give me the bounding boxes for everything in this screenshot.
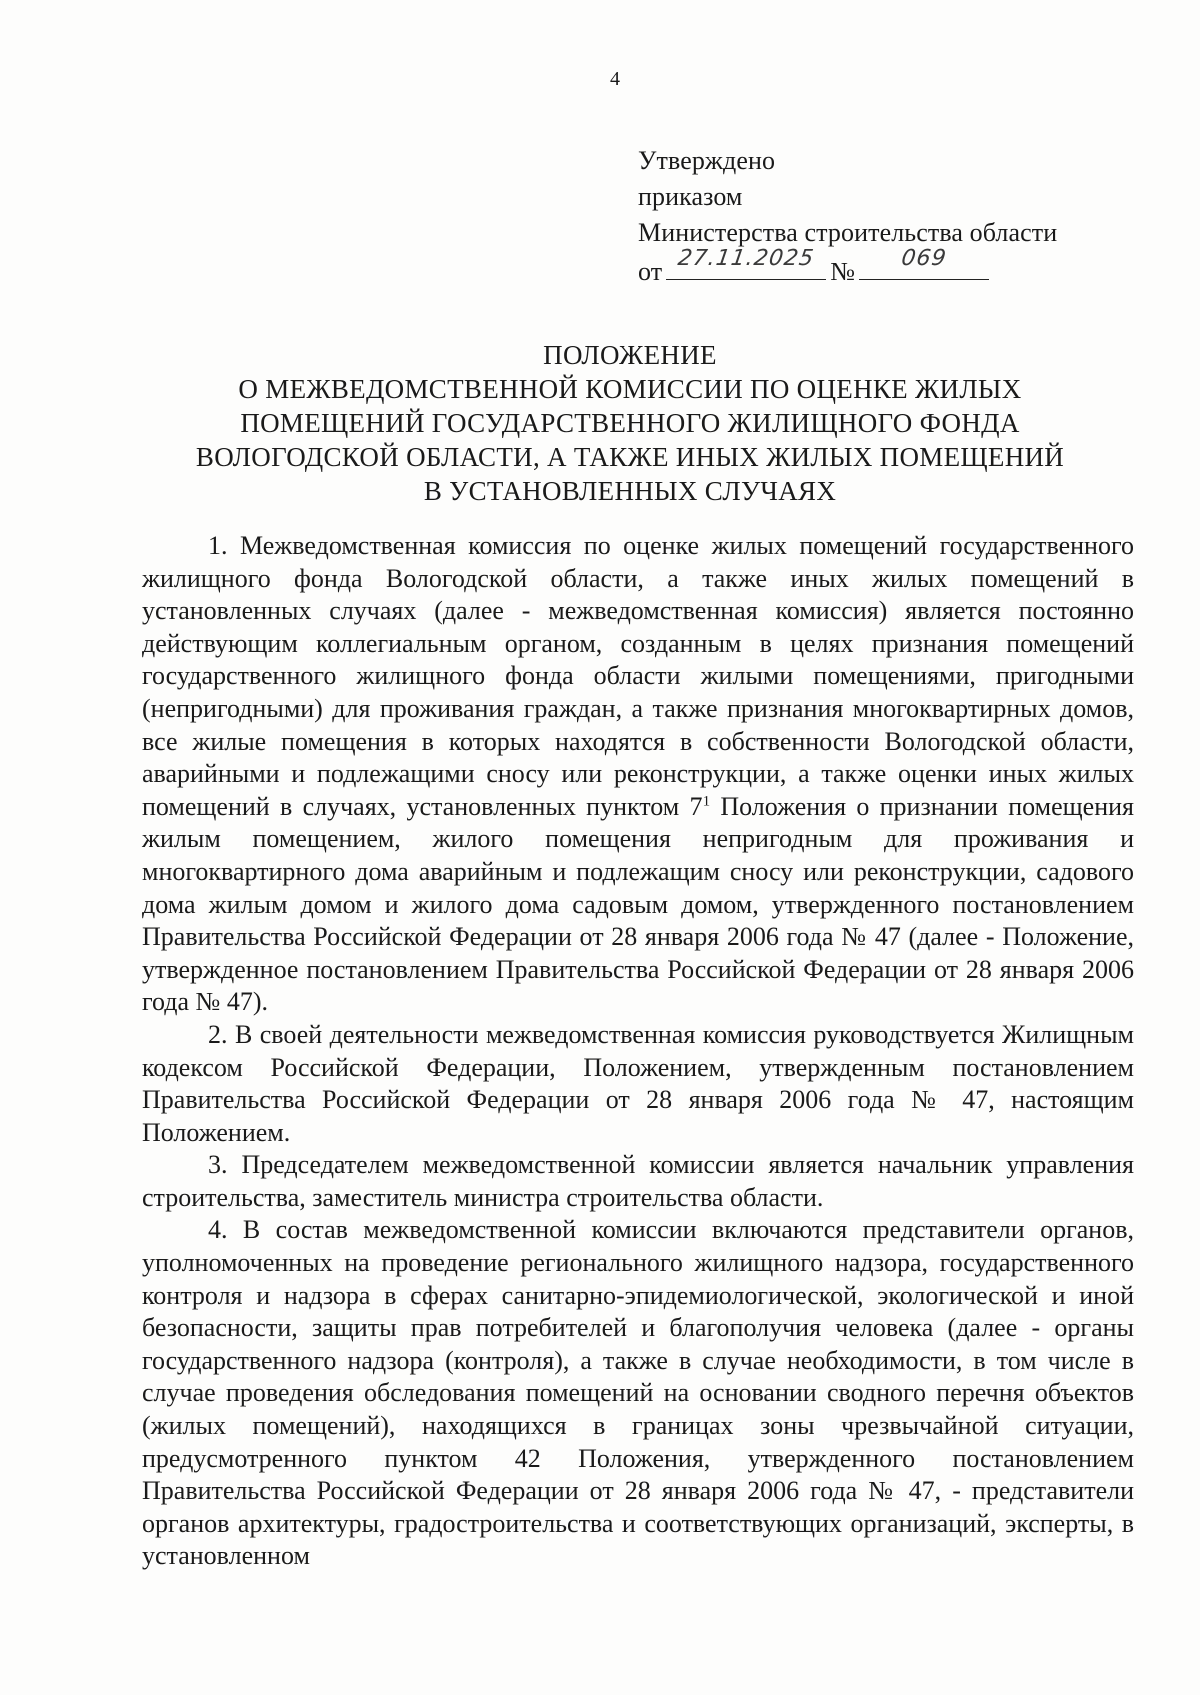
title-line-2: О МЕЖВЕДОМСТВЕННОЙ КОМИССИИ ПО ОЦЕНКЕ ЖИЛЫХ xyxy=(238,374,1022,404)
paragraph-1-part-b: Положения о признании помещения жилым помещением, жилого помещения непригодным для проживания и многоквартирного дома аварийным и подлежащим сносу или реконструкции, садового дома жилым домом и жилого дома садовым домом, утвержденного постановлением Правительства Российской Федерации от 28 января 2006 года № 47 (далее - Положение, утвержденное постановлением Правительства Российской Федерации от 28 января 2006 года № 47). xyxy=(142,791,1134,1017)
title-line-1: ПОЛОЖЕНИЕ xyxy=(543,340,717,370)
approval-stamp xyxy=(638,143,1057,290)
title-line-5: В УСТАНОВЛЕННЫХ СЛУЧАЯХ xyxy=(423,476,837,506)
paragraph-2: 2. В своей деятельности межведомственная комиссия руководствуется Жилищным кодексом Российской Федерации, Положением, утвержденным постановлением Правительства Российской Федерации от 28 января 2006 года № 47, настоящим Положением. xyxy=(142,1019,1134,1147)
paragraph-4: 4. В состав межведомственной комиссии включаются представители органов, уполномоченных на проведение регионального жилищного надзора, государственного контроля и надзора в сферах санитарно-эпидемиологической, экологической и иной безопасности, защиты прав потребителей и благополучия человека (далее - органы государственного надзора (контроля), а также в случае необходимости, в том числе в случае проведения обследования помещений на основании сводного перечня объектов (жилых помещений), находящихся в границах зоны чрезвычайной ситуации, предусмотренного пунктом 42 Положения, утвержденного постановлением Правительства Российской Федерации от 28 января 2006 года № 47, - представители органов архитектуры, градостроительства и соответствующих организаций, эксперты, в установленном xyxy=(142,1215,1134,1571)
title-line-4: ВОЛОГОДСКОЙ ОБЛАСТИ, А ТАКЖЕ ИНЫХ ЖИЛЫХ ПОМЕЩЕНИЙ xyxy=(195,442,1065,472)
approval-date-number-row xyxy=(638,246,1057,290)
number-label: № xyxy=(830,257,856,286)
document-body xyxy=(142,530,1134,1573)
paragraph-3: 3. Председателем межведомственной комиссии является начальник управления строительства, заместитель министра строительства области. xyxy=(142,1150,1134,1212)
page-number: 4 xyxy=(610,68,620,90)
document-title xyxy=(130,338,1130,508)
from-label: от xyxy=(638,257,663,286)
approval-line-approved: Утверждено xyxy=(638,146,776,175)
paragraph-1-part-a: 1. Межведомственная комиссия по оценке жилых помещений государственного жилищного фонда Вологодской области, а также иных жилых помещений в установленных случаях (далее - межведомственная комиссия) является постоянно действующим коллегиальным органом, созданным в целях признания помещений государственного жилищного фонда области жилыми помещениями, пригодными (непригодными) для проживания граждан, а также признания многоквартирных домов, все жилые помещения в которых находятся в собственности Вологодской области, аварийными и подлежащими сносу или реконструкции, а также оценки иных жилых помещений в случаях, установленных пунктом 7 xyxy=(142,531,1134,821)
title-line-3: ПОМЕЩЕНИЙ ГОСУДАРСТВЕННОГО ЖИЛИЩНОГО ФОНДА xyxy=(240,408,1020,438)
approval-line-order: приказом xyxy=(638,182,743,211)
approval-line-ministry: Министерства строительства области xyxy=(638,218,1058,247)
paragraph-1 xyxy=(142,530,1134,1019)
superscript-1: 1 xyxy=(702,793,711,810)
handwritten-number: 069 xyxy=(899,246,949,271)
date-blank xyxy=(666,246,826,280)
handwritten-date: 27.11.2025 xyxy=(676,246,817,271)
number-blank xyxy=(859,246,989,280)
